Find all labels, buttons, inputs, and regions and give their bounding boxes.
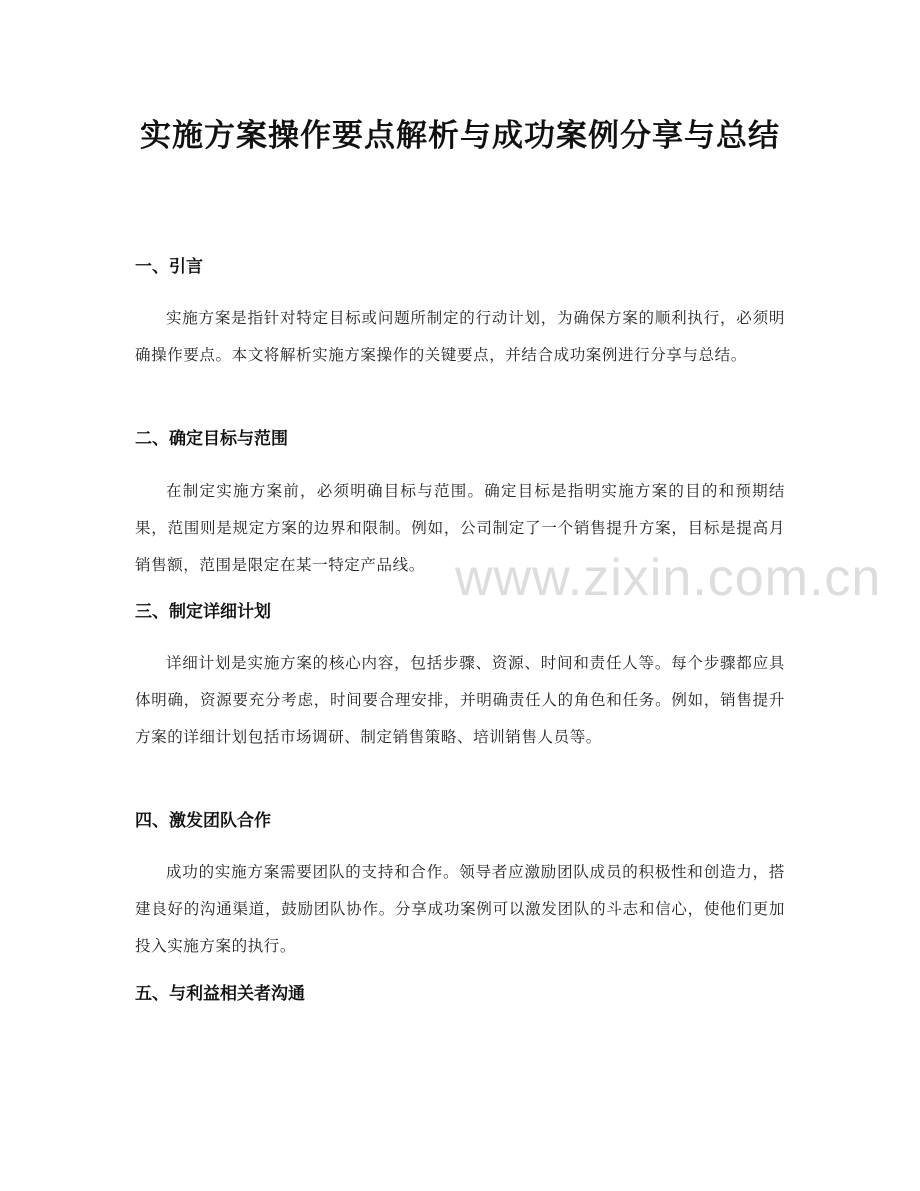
document-title: 实施方案操作要点解析与成功案例分享与总结 [140, 118, 780, 154]
section-heading-goals: 二、确定目标与范围 [135, 429, 288, 449]
section-paragraph-goals: 在制定实施方案前，必须明确目标与范围。确定目标是指明实施方案的目的和预期结果，范围则是规定方案的边界和限制。例如，公司制定了一个销售提升方案，目标是提高月销售额，范围是限定在某一特定产品线。 [135, 482, 785, 574]
section-paragraph-intro: 实施方案是指针对特定目标或问题所制定的行动计划，为确保方案的顺利执行，必须明确操作要点。本文将解析实施方案操作的关键要点，并结合成功案例进行分享与总结。 [135, 309, 785, 364]
watermark: www.zixin.com.cn [455, 549, 882, 607]
section-heading-stakeholders: 五、与利益相关者沟通 [135, 984, 305, 1004]
section-paragraph-plan: 详细计划是实施方案的核心内容，包括步骤、资源、时间和责任人等。每个步骤都应具体明确，资源要充分考虑，时间要合理安排，并明确责任人的角色和任务。例如，销售提升方案的详细计划包括市场调研、制定销售策略、培训销售人员等。 [135, 654, 785, 746]
section-paragraph-teamwork: 成功的实施方案需要团队的支持和合作。领导者应激励团队成员的积极性和创造力，搭建良好的沟通渠道，鼓励团队协作。分享成功案例可以激发团队的斗志和信心，使他们更加投入实施方案的执行。 [135, 863, 785, 955]
section-heading-plan: 三、制定详细计划 [135, 602, 271, 622]
section-heading-intro: 一、引言 [135, 257, 203, 277]
section-heading-teamwork: 四、激发团队合作 [135, 811, 271, 831]
